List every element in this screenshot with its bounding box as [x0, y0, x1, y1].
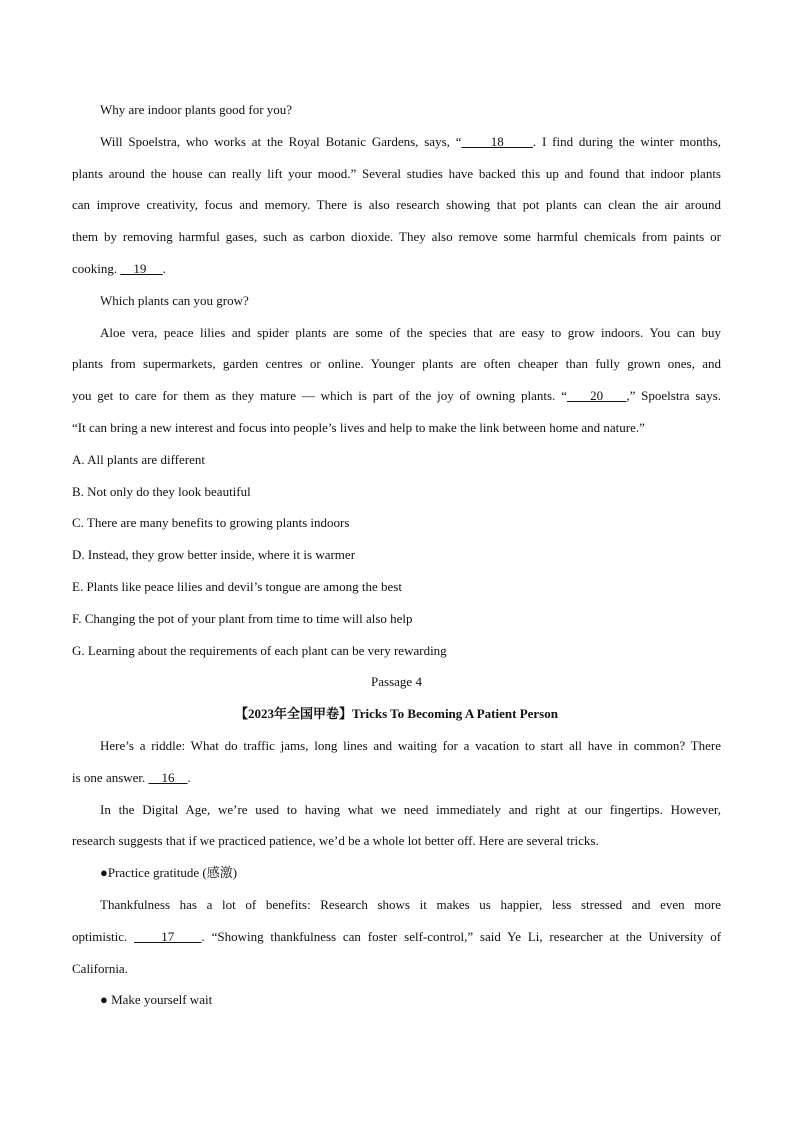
paragraph-line: California. — [72, 960, 128, 976]
paragraph-line: Thankfulness has a lot of benefits: Research shows it makes us happier, less stressed and even more — [100, 896, 721, 912]
paragraph-line: In the Digital Age, we’re used to having what we need immediately and right at our fingertips. However, — [100, 801, 721, 817]
paragraph-line: them by removing harmful gases, such as carbon dioxide. They also remove some harmful chemicals from paints or — [72, 229, 721, 245]
exam-source-tag: 【2023年全国甲卷】 — [235, 706, 353, 722]
section-heading-which-plants: Which plants can you grow? — [100, 292, 249, 308]
paragraph-line: Here’s a riddle: What do traffic jams, long lines and waiting for a vacation to start all have in common? There — [100, 737, 721, 753]
paragraph-line: you get to care for them as they mature — which is part of the joy of owning plants. “ 20 ,” Spoelstra says. — [72, 388, 722, 404]
option-e[interactable]: E. Plants like peace lilies and devil’s tongue are among the best — [72, 578, 402, 594]
paragraph-line: Aloe vera, peace lilies and spider plants are some of the species that are easy to grow indoors. You can buy — [100, 324, 721, 340]
option-c[interactable]: C. There are many benefits to growing plants indoors — [72, 515, 350, 531]
paragraph-line: plants around the house can really lift your mood.” Several studies have backed this up and found that indoor plants — [72, 165, 721, 181]
answer-blank-20[interactable]: 20 — [566, 388, 627, 404]
paragraph-line: cooking. 19 . — [72, 260, 166, 276]
paragraph-line: research suggests that if we practiced patience, we’d be a whole lot better off. Here are several tricks. — [72, 833, 599, 849]
passage-label: Passage 4 — [371, 674, 422, 690]
paragraph-line: “It can bring a new interest and focus into people’s lives and help to make the link between home and nature.” — [72, 419, 645, 435]
option-f[interactable]: F. Changing the pot of your plant from time to time will also help — [72, 610, 413, 626]
option-d[interactable]: D. Instead, they grow better inside, where it is warmer — [72, 547, 356, 563]
document-page — [72, 94, 721, 1016]
paragraph-line: optimistic. 17 . “Showing thankfulness can foster self-control,” said Ye Li, researcher at the University of — [72, 928, 722, 944]
paragraph-line: is one answer. 16 . — [72, 769, 191, 785]
answer-blank-19[interactable]: 19 — [120, 260, 163, 276]
section-heading-why-indoor-plants: Why are indoor plants good for you? — [100, 102, 293, 117]
passage-title: 【2023年全国甲卷】Tricks To Becoming A Patient Person — [235, 706, 558, 722]
option-g[interactable]: G. Learning about the requirements of each plant can be very rewarding — [72, 642, 447, 658]
option-a[interactable]: A. All plants are different — [72, 451, 205, 467]
answer-blank-16[interactable]: 16 — [148, 769, 188, 785]
paragraph-line: can improve creativity, focus and memory. There is also research showing that pot plants can clean the air around — [72, 197, 721, 213]
bullet-heading-gratitude: ●Practice gratitude (感激) — [100, 865, 238, 881]
answer-blank-17[interactable]: 17 — [134, 928, 202, 944]
option-b[interactable]: B. Not only do they look beautiful — [72, 483, 251, 499]
paragraph-line: plants from supermarkets, garden centres or online. Younger plants are often cheaper than fully grown ones, and — [72, 356, 721, 372]
paragraph-line: Will Spoelstra, who works at the Royal Botanic Gardens, says, “ 18 . I find during the winter months, — [100, 133, 722, 149]
answer-blank-18[interactable]: 18 — [461, 133, 533, 149]
bullet-heading-make-yourself-wait: ● Make yourself wait — [100, 992, 213, 1008]
